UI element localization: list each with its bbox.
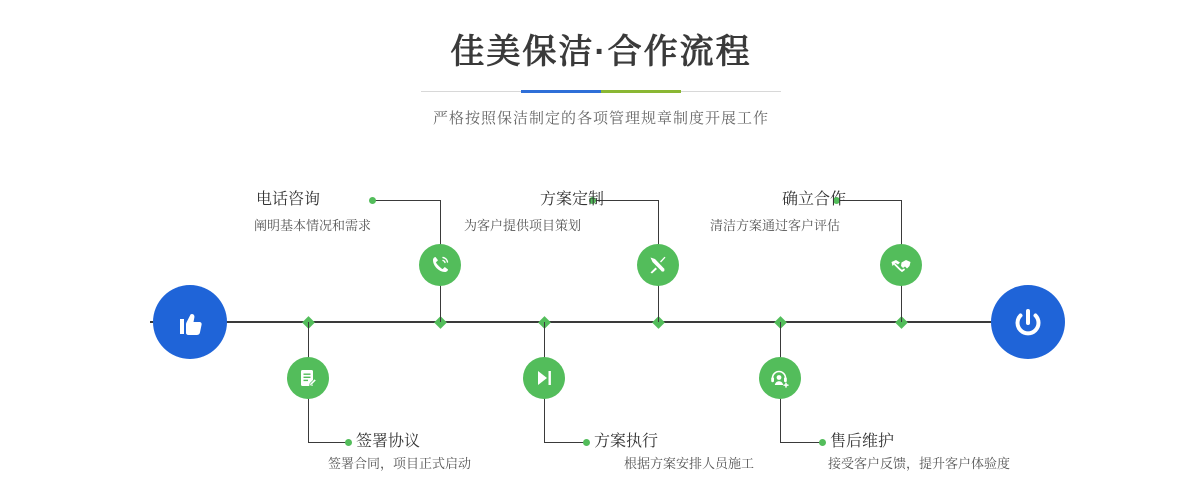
connector-line-step-2-horizontal: [308, 442, 348, 443]
connector-dot-step-6: [819, 439, 826, 446]
connector-line-step-4-horizontal: [544, 442, 586, 443]
connector-dot-step-2: [345, 439, 352, 446]
step-desc-6: 接受客户反馈，提升客户体验度: [828, 456, 1011, 471]
step-desc-1: 阐明基本情况和需求: [254, 218, 372, 233]
power-icon: [1008, 302, 1048, 342]
step-label-4: 方案执行: [594, 433, 659, 450]
step-icon-support-agent: [759, 357, 801, 399]
step-label-2: 签署协议: [356, 433, 421, 450]
support-agent-icon: [768, 366, 792, 390]
connector-dot-step-1: [369, 197, 376, 204]
page-title: 佳美保洁·合作流程: [450, 33, 752, 71]
connector-line-step-6-horizontal: [780, 442, 822, 443]
timeline-start-node: [153, 285, 227, 359]
step-desc-5: 清洁方案通过客户评估: [710, 218, 841, 233]
step-label-1: 电话咨询: [255, 191, 320, 208]
step-desc-2: 签署合同，项目正式启动: [328, 456, 472, 471]
step-label-6: 售后维护: [830, 433, 895, 450]
step-desc-4: 根据方案安排人员施工: [624, 456, 755, 471]
divider-green-segment: [601, 90, 681, 93]
connector-line-step-1-horizontal: [372, 200, 440, 201]
step-desc-3: 为客户提供项目策划: [464, 218, 582, 233]
play-forward-icon: [532, 366, 556, 390]
step-label-3: 方案定制: [540, 191, 605, 208]
step-icon-document-edit: [287, 357, 329, 399]
step-icon-play-forward: [523, 357, 565, 399]
page-subtitle: 严格按照保洁制定的各项管理规章制度开展工作: [432, 110, 769, 127]
connector-dot-step-4: [583, 439, 590, 446]
timeline-axis: [150, 321, 1052, 323]
divider-blue-segment: [521, 90, 601, 93]
step-icon-tools: [637, 244, 679, 286]
timeline-end-node: [991, 285, 1065, 359]
header: [0, 28, 1202, 128]
handshake-icon: [889, 253, 913, 277]
thumbs-up-icon: [170, 302, 210, 342]
title-divider: [421, 90, 781, 93]
step-icon-phone: [419, 244, 461, 286]
step-icon-handshake: [880, 244, 922, 286]
step-label-5: 确立合作: [782, 191, 847, 208]
document-edit-icon: [296, 366, 320, 390]
phone-icon: [428, 253, 452, 277]
tools-icon: [646, 253, 670, 277]
